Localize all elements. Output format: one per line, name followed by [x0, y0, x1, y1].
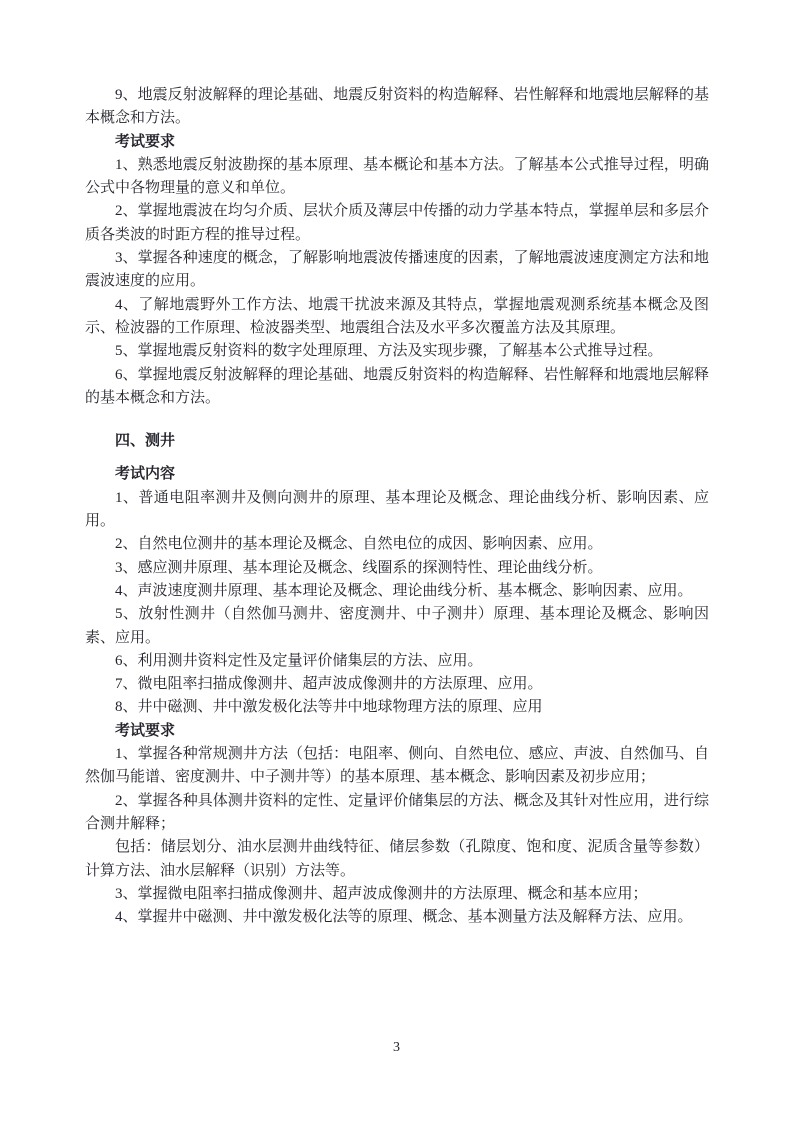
welllog-content-item-4: 4、声波速度测井原理、基本理论及概念、理论曲线分析、基本概念、影响因素、应用。: [115, 582, 693, 599]
seismic-requirement-1: 1、熟悉地震反射波勘探的基本原理、基本概论和基本方法。了解基本公式推导过程，明确公式中各物理量的意义和单位。: [85, 156, 709, 197]
welllog-requirement-2: 2、掌握各种具体测井资料的定性、定量评价储集层的方法、概念及其针对性应用，进行综合测井解释；: [85, 792, 709, 832]
welllog-content-item-3: 3、感应测井原理、基本理论及概念、线圈系的探测特性、理论曲线分析。: [115, 559, 603, 576]
welllog-content-item-8: 8、井中磁测、井中激发极化法等井中地球物理方法的原理、应用: [115, 699, 543, 716]
welllog-requirements-heading: 考试要求: [115, 722, 176, 739]
section-heading-welllog: 四、测井: [115, 433, 176, 450]
welllog-content-item-6: 6、利用测井资料定性及定量评价储集层的方法、应用。: [115, 652, 483, 669]
welllog-content-item-1: 1、普通电阻率测井及侧向测井的原理、基本理论及概念、理论曲线分析、影响因素、应用。: [85, 489, 709, 530]
welllog-content-item-2: 2、自然电位测井的基本理论及概念、自然电位的成因、影响因素、应用。: [115, 536, 603, 553]
seismic-requirement-5: 5、掌握地震反射资料的数字处理原理、方法及实现步骤，了解基本公式推导过程。: [115, 343, 663, 360]
seismic-item-9: 9、地震反射波解释的理论基础、地震反射资料的构造解释、岩性解释和地震地层解释的基本概念和方法。: [85, 87, 709, 127]
welllog-requirement-include: 包括：储层划分、油水层测井曲线特征、储层参数（孔隙度、饱和度、泥质含量等参数）计算方法、油水层解释（识别）方法等。: [85, 839, 709, 879]
seismic-requirement-4: 4、了解地震野外工作方法、地震干扰波来源及其特点，掌握地震观测系统基本概念及图示、检波器的工作原理、检波器类型、地震组合法及水平多次覆盖方法及其原理。: [85, 296, 709, 336]
welllog-content-item-5: 5、放射性测井（自然伽马测井、密度测井、中子测井）原理、基本理论及概念、影响因素、应用。: [85, 606, 709, 646]
page-number: 3: [393, 1040, 400, 1055]
welllog-content-item-7: 7、微电阻率扫描成像测井、超声波成像测井的方法原理、应用。: [115, 676, 543, 693]
seismic-requirements-heading: 考试要求: [115, 133, 176, 150]
seismic-requirement-2: 2、掌握地震波在均匀介质、层状介质及薄层中传播的动力学基本特点，掌握单层和多层介质各类波的时距方程的推导过程。: [85, 203, 709, 243]
welllog-requirement-1: 1、掌握各种常规测井方法（包括：电阻率、侧向、自然电位、感应、声波、自然伽马、自然伽马能谱、密度测井、中子测井等）的基本原理、基本概念、影响因素及初步应用；: [85, 746, 709, 786]
seismic-requirement-3: 3、掌握各种速度的概念，了解影响地震波传播速度的因素，了解地震波速度测定方法和地震波速度的应用。: [85, 250, 709, 290]
welllog-requirement-3: 3、掌握微电阻率扫描成像测井、超声波成像测井的方法原理、概念和基本应用；: [115, 885, 648, 902]
seismic-requirement-6: 6、掌握地震反射波解释的理论基础、地震反射资料的构造解释、岩性解释和地震地层解释的基本概念和方法。: [85, 366, 709, 406]
welllog-requirement-4: 4、掌握井中磁测、井中激发极化法等的原理、概念、基本测量方法及解释方法、应用。: [115, 909, 693, 926]
welllog-content-heading: 考试内容: [115, 466, 176, 483]
